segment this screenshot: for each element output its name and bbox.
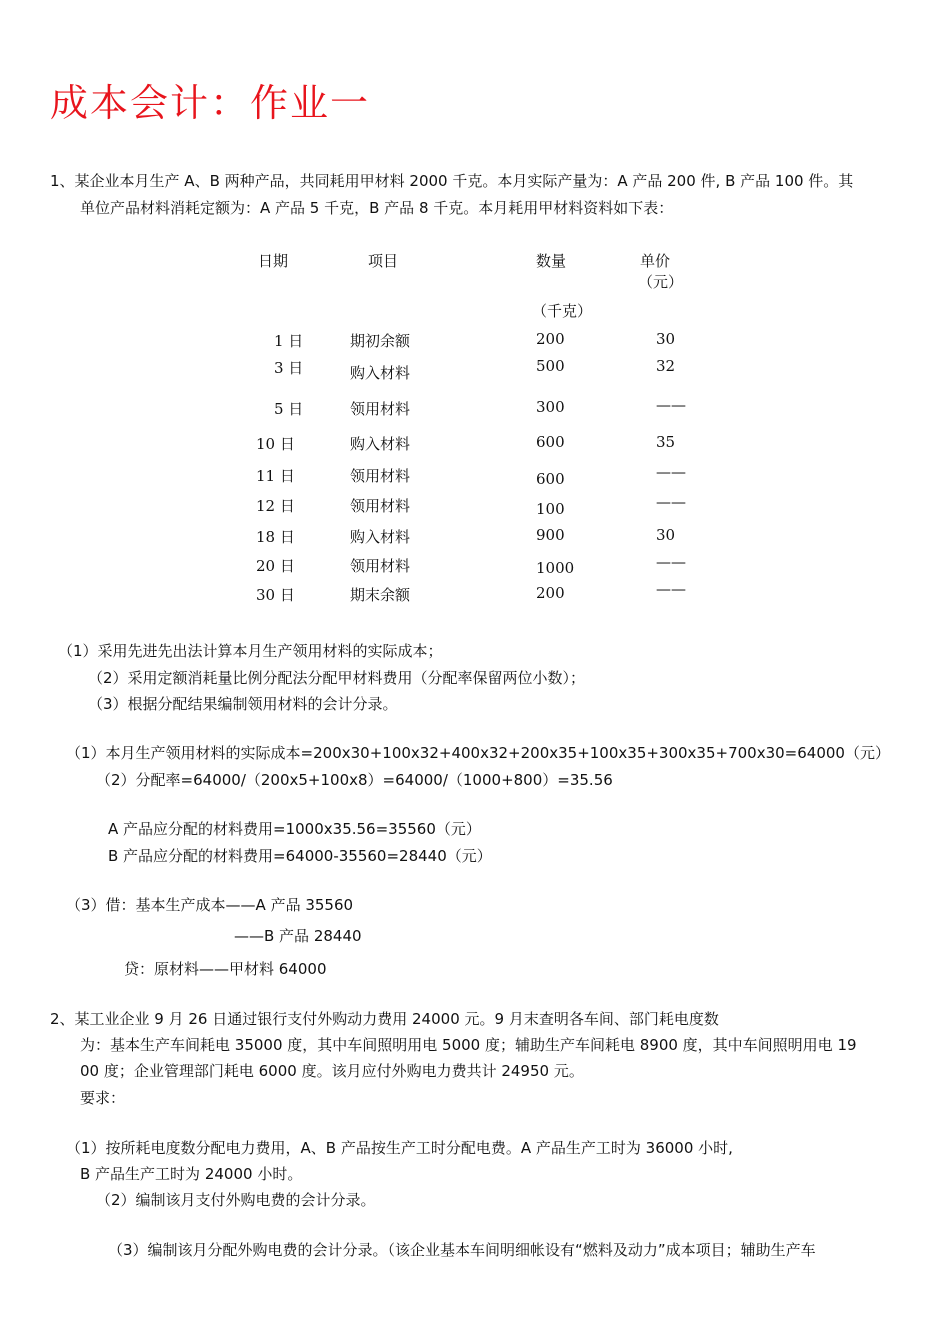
row-item: 期末余额 xyxy=(350,586,411,604)
row-date: 12 日 xyxy=(256,497,295,515)
q1-answer-a: A 产品应分配的材料费用=1000x35.56=35560（元） xyxy=(108,820,481,838)
row-price: —— xyxy=(656,580,686,598)
row-qty: 500 xyxy=(536,357,565,375)
q2-text-line1: 2、某工业企业 9 月 26 日通过银行支付外购动力费用 24000 元。9 月末查明各车间、部门耗电度数 xyxy=(50,1010,719,1028)
row-qty: 200 xyxy=(536,584,565,602)
row-item: 领用材料 xyxy=(350,557,411,575)
table-header-date: 日期 xyxy=(258,252,289,270)
row-qty: 100 xyxy=(536,500,565,518)
q1-journal-credit: 贷：原材料——甲材料 64000 xyxy=(124,960,327,978)
row-item: 购入材料 xyxy=(350,528,411,546)
row-item: 期初余额 xyxy=(350,332,411,350)
row-date: 5 日 xyxy=(274,400,304,418)
row-price: 35 xyxy=(656,433,676,451)
q1-journal-debit: （3）借：基本生产成本——A 产品 35560 xyxy=(66,896,354,914)
table-header-item: 项目 xyxy=(368,252,399,270)
row-price: —— xyxy=(656,493,686,511)
q2-requirement-3: （3）编制该月分配外购电费的会计分录。（该企业基本车间明细帐设有“燃料及动力”成本项目；辅助生产车 xyxy=(108,1241,816,1259)
q1-requirement-3: （3）根据分配结果编制领用材料的会计分录。 xyxy=(88,695,398,713)
table-header-price: 单价 xyxy=(640,252,671,270)
row-price: —— xyxy=(656,396,686,414)
row-price: —— xyxy=(656,553,686,571)
q2-requirement-1: （1）按所耗电度数分配电力费用，A、B 产品按生产工时分配电费。A 产品生产工时为 36000 小时, xyxy=(66,1139,733,1157)
row-item: 购入材料 xyxy=(350,364,411,382)
q1-requirement-2: （2）采用定额消耗量比例分配法分配甲材料费用（分配率保留两位小数）； xyxy=(88,669,586,687)
row-qty: 1000 xyxy=(536,559,575,577)
row-price: —— xyxy=(656,463,686,481)
row-date: 18 日 xyxy=(256,528,295,546)
q2-text-line2: 为：基本生产车间耗电 35000 度，其中车间照明用电 5000 度；辅助生产车间耗电 8900 度，其中车间照明用电 19 xyxy=(80,1036,857,1054)
q1-journal-debit-b: ——B 产品 28440 xyxy=(234,927,362,945)
row-price: 30 xyxy=(656,330,676,348)
row-item: 领用材料 xyxy=(350,467,411,485)
table-header-qty-unit: （千克） xyxy=(532,302,593,320)
row-date: 1 日 xyxy=(274,332,304,350)
q1-requirement-1: （1）采用先进先出法计算本月生产领用材料的实际成本； xyxy=(58,642,443,660)
row-date: 20 日 xyxy=(256,557,295,575)
row-price: 32 xyxy=(656,357,676,375)
table-header-qty: 数量 xyxy=(536,252,567,270)
q1-text-line1: 1、某企业本月生产 A、B 两种产品，共同耗用甲材料 2000 千克。本月实际产量为：A 产品 200 件, B 产品 100 件。其 xyxy=(50,172,854,190)
row-date: 30 日 xyxy=(256,586,295,604)
row-item: 领用材料 xyxy=(350,400,411,418)
row-qty: 600 xyxy=(536,470,565,488)
q1-answer-1: （1）本月生产领用材料的实际成本=200x30+100x32+400x32+200x35+100x35+300x35+700x30=64000（元） xyxy=(66,744,890,762)
page-title: 成本会计：作业一 xyxy=(50,81,371,125)
row-qty: 300 xyxy=(536,398,565,416)
q2-text-line3: 00 度；企业管理部门耗电 6000 度。该月应付外购电力费共计 24950 元。 xyxy=(80,1062,584,1080)
row-item: 购入材料 xyxy=(350,435,411,453)
row-date: 11 日 xyxy=(256,467,295,485)
q1-answer-b: B 产品应分配的材料费用=64000-35560=28440（元） xyxy=(108,847,492,865)
row-qty: 600 xyxy=(536,433,565,451)
q1-text-line2: 单位产品材料消耗定额为：A 产品 5 千克，B 产品 8 千克。本月耗用甲材料资料如下表： xyxy=(80,199,674,217)
row-date: 10 日 xyxy=(256,435,295,453)
row-qty: 900 xyxy=(536,526,565,544)
row-price: 30 xyxy=(656,526,676,544)
q2-requirement-1-cont: B 产品生产工时为 24000 小时。 xyxy=(80,1165,303,1183)
row-item: 领用材料 xyxy=(350,497,411,515)
q1-answer-2: （2）分配率=64000/（200x5+100x8）=64000/（1000+800）=35.56 xyxy=(96,771,613,789)
q2-requirement-2: （2）编制该月支付外购电费的会计分录。 xyxy=(96,1191,376,1209)
table-header-price-unit: （元） xyxy=(638,273,684,291)
q2-text-line4: 要求： xyxy=(80,1089,126,1107)
row-qty: 200 xyxy=(536,330,565,348)
row-date: 3 日 xyxy=(274,359,304,377)
